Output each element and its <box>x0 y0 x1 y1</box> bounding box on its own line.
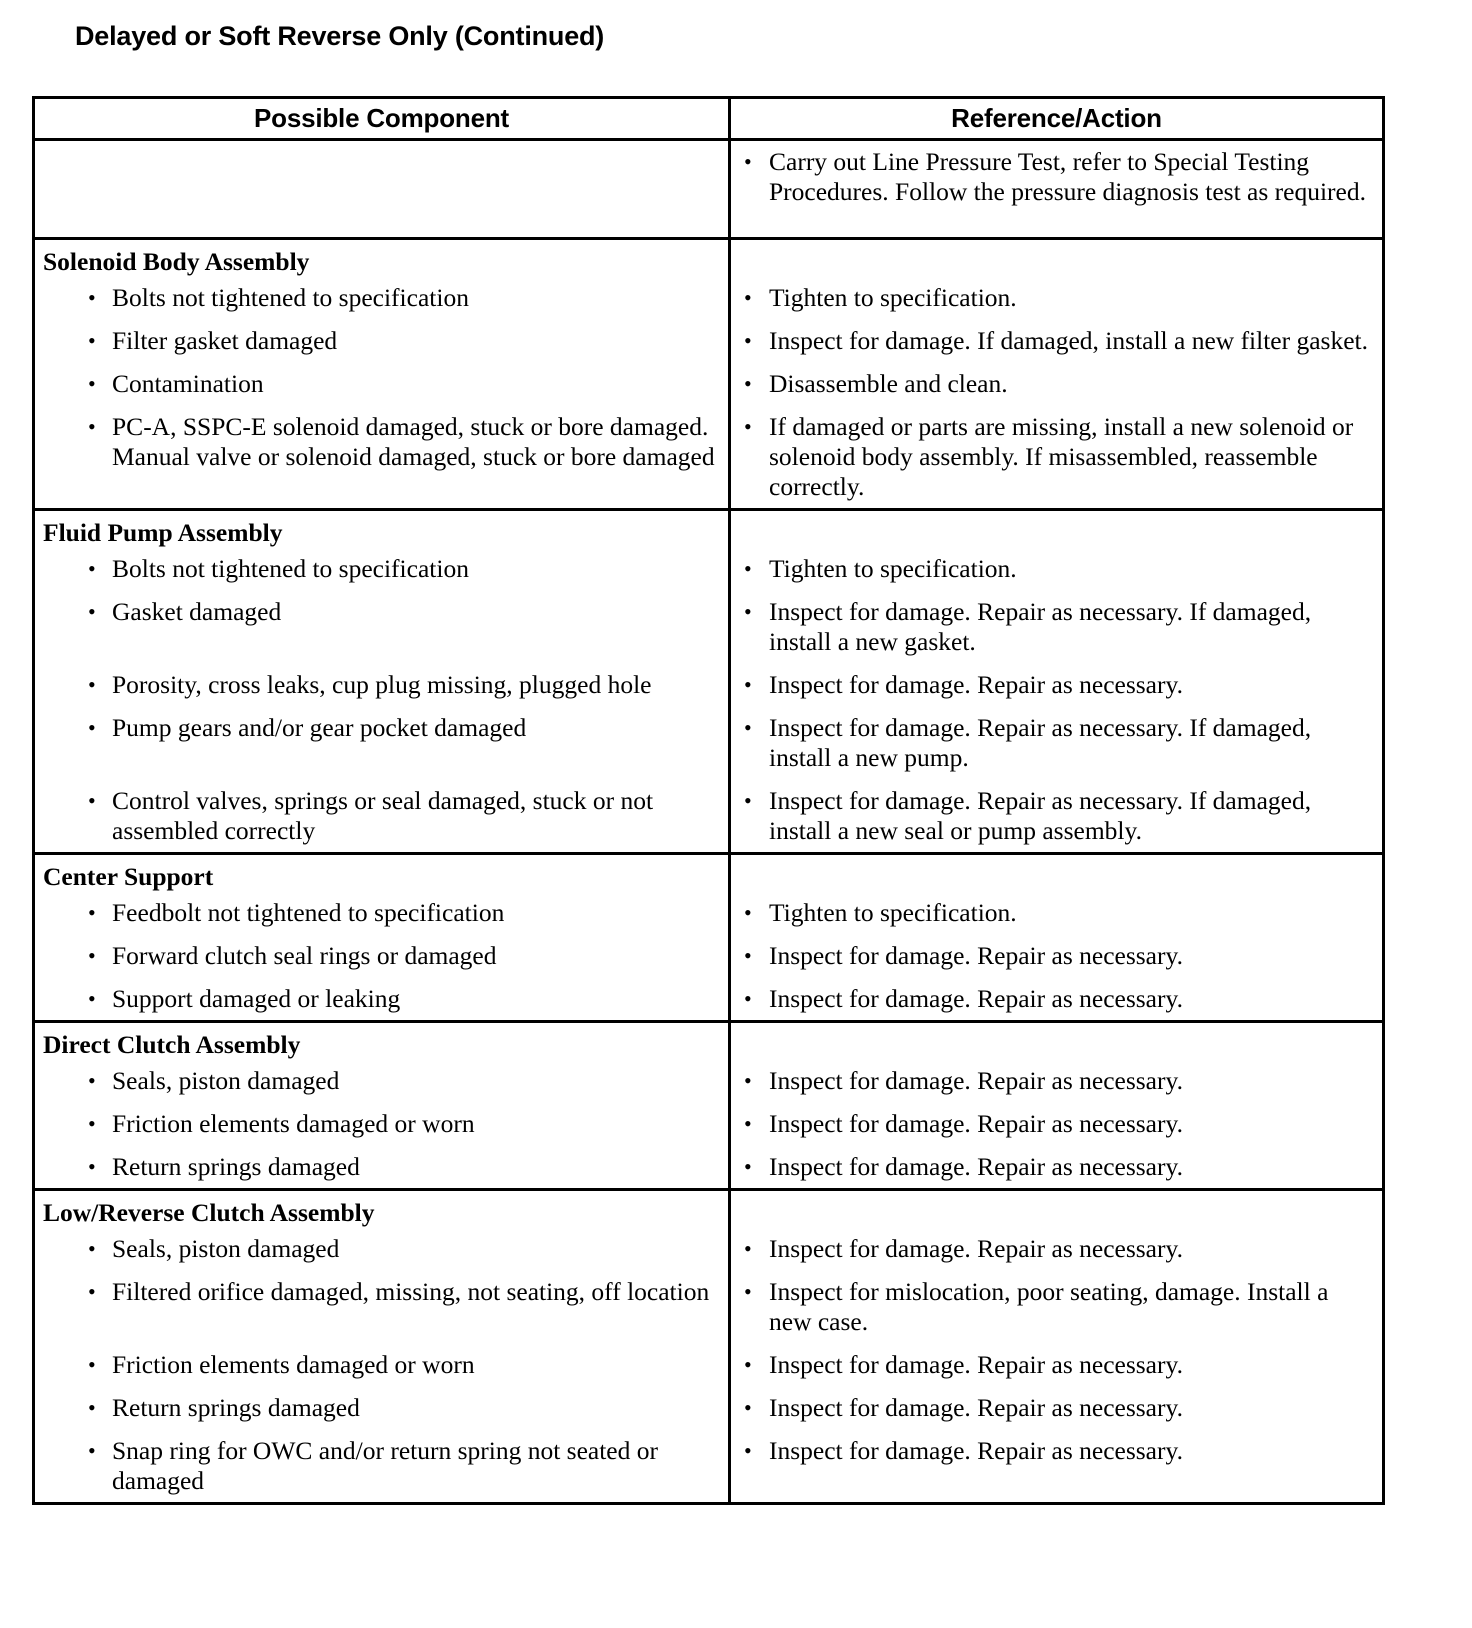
component-text: Forward clutch seal rings or damaged <box>112 941 497 970</box>
component-text: Control valves, springs or seal damaged, stuck or not assembled correctly <box>112 786 654 845</box>
action-cell <box>730 277 1384 320</box>
list-item <box>35 406 728 478</box>
table-row <box>34 1271 1384 1344</box>
list-item <box>35 277 728 320</box>
list-item <box>35 1271 728 1314</box>
list-item <box>731 780 1382 852</box>
component-cell <box>34 780 730 854</box>
action-text: Inspect for damage. Repair as necessary. If damaged, install a new pump. <box>769 713 1312 772</box>
list-item <box>731 1103 1382 1146</box>
action-cell <box>730 548 1384 591</box>
group-header-row <box>34 1022 1384 1061</box>
bullet-icon: • <box>88 986 96 1011</box>
table-row <box>34 591 1384 664</box>
list-item <box>35 1103 728 1146</box>
list-item <box>731 1060 1382 1103</box>
table-row <box>34 1103 1384 1146</box>
list-item <box>35 1344 728 1387</box>
column-header-action: Reference/Action <box>730 98 1384 140</box>
component-text: Return springs damaged <box>112 1152 360 1181</box>
action-cell <box>730 707 1384 780</box>
bullet-icon: • <box>88 715 96 740</box>
action-cell <box>730 978 1384 1022</box>
group-name-cell <box>34 239 730 278</box>
component-cell <box>34 277 730 320</box>
bullet-icon: • <box>744 1068 752 1093</box>
list-item <box>35 664 728 707</box>
group-action-spacer <box>730 239 1384 278</box>
list-item <box>731 1344 1382 1387</box>
table-header-row <box>34 98 1384 140</box>
group-name-cell <box>34 510 730 549</box>
action-cell <box>730 320 1384 363</box>
bullet-icon: • <box>88 1279 96 1304</box>
list-item <box>731 1387 1382 1430</box>
list-item <box>35 1387 728 1430</box>
component-cell <box>34 892 730 935</box>
component-text: Filter gasket damaged <box>112 326 338 355</box>
bullet-icon: • <box>744 986 752 1011</box>
bullet-icon: • <box>88 788 96 813</box>
component-cell <box>34 1430 730 1504</box>
component-text: Return springs damaged <box>112 1393 360 1422</box>
action-text: Tighten to specification. <box>769 898 1017 927</box>
list-item <box>731 320 1382 363</box>
table-row <box>34 664 1384 707</box>
list-item <box>35 892 728 935</box>
bullet-icon: • <box>744 900 752 925</box>
action-text: Inspect for damage. Repair as necessary. <box>769 1350 1183 1379</box>
action-text: If damaged or parts are missing, install a new solenoid or solenoid body assembly. If misassembled, reassemble correctly. <box>769 412 1354 501</box>
action-text: Inspect for damage. Repair as necessary. <box>769 1152 1183 1181</box>
group-name-cell <box>34 1022 730 1061</box>
bullet-icon: • <box>88 328 96 353</box>
bullet-icon: • <box>744 1279 752 1304</box>
action-text: Inspect for damage. Repair as necessary. <box>769 1393 1183 1422</box>
table-row <box>34 935 1384 978</box>
bullet-icon: • <box>744 715 752 740</box>
list-item <box>731 978 1382 1020</box>
component-cell <box>34 1344 730 1387</box>
action-text: Inspect for damage. Repair as necessary. <box>769 670 1183 699</box>
list-item <box>731 1228 1382 1271</box>
action-cell <box>730 591 1384 664</box>
component-text: Gasket damaged <box>112 597 282 626</box>
table-row <box>34 1387 1384 1430</box>
group-header-row <box>34 239 1384 278</box>
intro-action-cell <box>730 140 1384 239</box>
component-cell <box>34 1228 730 1271</box>
group-action-spacer <box>730 1022 1384 1061</box>
bullet-icon: • <box>744 1395 752 1420</box>
component-text: Seals, piston damaged <box>112 1234 340 1263</box>
list-item <box>35 1228 728 1271</box>
component-cell <box>34 707 730 780</box>
list-item <box>731 277 1382 320</box>
bullet-icon: • <box>744 414 752 439</box>
bullet-icon: • <box>744 556 752 581</box>
list-item <box>731 707 1382 780</box>
bullet-icon: • <box>88 1236 96 1261</box>
component-cell <box>34 591 730 664</box>
bullet-icon: • <box>88 672 96 697</box>
action-cell <box>730 1228 1384 1271</box>
table-row <box>34 892 1384 935</box>
list-item <box>35 780 728 852</box>
component-cell <box>34 363 730 406</box>
bullet-icon: • <box>88 1068 96 1093</box>
group-title: Solenoid Body Assembly <box>43 247 310 276</box>
action-text: Inspect for damage. Repair as necessary. <box>769 941 1183 970</box>
bullet-icon: • <box>88 371 96 396</box>
list-item <box>35 707 728 750</box>
action-cell <box>730 1146 1384 1190</box>
list-item <box>35 1146 728 1188</box>
action-cell <box>730 1387 1384 1430</box>
table-row <box>34 707 1384 780</box>
component-text: Contamination <box>112 369 264 398</box>
list-item <box>35 1060 728 1103</box>
component-cell <box>34 1271 730 1344</box>
action-cell <box>730 1271 1384 1344</box>
table-row-intro <box>34 140 1384 239</box>
table-row <box>34 406 1384 510</box>
action-cell <box>730 1103 1384 1146</box>
component-text: PC-A, SSPC-E solenoid damaged, stuck or bore damaged. Manual valve or solenoid damaged, stuck or bore damaged <box>112 412 715 471</box>
list-item <box>35 363 728 406</box>
column-header-component: Possible Component <box>34 98 730 140</box>
table-row <box>34 363 1384 406</box>
action-text: Carry out Line Pressure Test, refer to Special Testing Procedures. Follow the pressure diagnosis test as required. <box>769 147 1366 206</box>
bullet-icon: • <box>88 1154 96 1179</box>
list-item <box>731 1271 1382 1344</box>
component-text: Snap ring for OWC and/or return spring not seated or damaged <box>112 1436 658 1495</box>
bullet-icon: • <box>744 1352 752 1377</box>
bullet-icon: • <box>744 1111 752 1136</box>
component-text: Filtered orifice damaged, missing, not seating, off location <box>112 1277 710 1306</box>
action-text: Inspect for damage. Repair as necessary. <box>769 1066 1183 1095</box>
list-item <box>731 147 1382 207</box>
list-item <box>731 935 1382 978</box>
group-header-row <box>34 854 1384 893</box>
intro-component-cell <box>34 140 730 239</box>
action-cell <box>730 406 1384 510</box>
group-title: Direct Clutch Assembly <box>43 1030 301 1059</box>
action-text: Inspect for damage. Repair as necessary. If damaged, install a new seal or pump assembly. <box>769 786 1312 845</box>
bullet-icon: • <box>744 1236 752 1261</box>
action-cell <box>730 1344 1384 1387</box>
action-text: Inspect for damage. Repair as necessary. <box>769 1234 1183 1263</box>
component-text: Friction elements damaged or worn <box>112 1350 475 1379</box>
bullet-icon: • <box>744 672 752 697</box>
action-cell <box>730 892 1384 935</box>
list-item <box>731 406 1382 508</box>
component-text: Friction elements damaged or worn <box>112 1109 475 1138</box>
component-cell <box>34 548 730 591</box>
list-item <box>35 591 728 634</box>
component-text: Porosity, cross leaks, cup plug missing, plugged hole <box>112 670 652 699</box>
bullet-icon: • <box>88 285 96 310</box>
action-cell <box>730 935 1384 978</box>
bullet-icon: • <box>88 414 96 439</box>
list-item <box>35 1430 728 1502</box>
action-cell <box>730 1060 1384 1103</box>
list-item <box>731 1146 1382 1188</box>
action-text: Inspect for damage. Repair as necessary. <box>769 984 1183 1013</box>
group-name-cell <box>34 1190 730 1229</box>
bullet-icon: • <box>744 285 752 310</box>
bullet-icon: • <box>88 1352 96 1377</box>
bullet-icon: • <box>88 1395 96 1420</box>
group-action-spacer <box>730 1190 1384 1229</box>
list-item <box>35 548 728 591</box>
bullet-icon: • <box>744 943 752 968</box>
group-title: Fluid Pump Assembly <box>43 518 283 547</box>
component-cell <box>34 1146 730 1190</box>
action-text: Inspect for damage. If damaged, install a new filter gasket. <box>769 326 1369 355</box>
table-row <box>34 1430 1384 1504</box>
group-header-row <box>34 1190 1384 1229</box>
table-body <box>34 140 1384 1504</box>
bullet-icon: • <box>744 788 752 813</box>
list-item <box>35 978 728 1020</box>
list-item <box>731 363 1382 406</box>
group-action-spacer <box>730 510 1384 549</box>
table-row <box>34 1344 1384 1387</box>
bullet-icon: • <box>88 1111 96 1136</box>
action-cell <box>730 780 1384 854</box>
list-item <box>35 320 728 363</box>
action-cell <box>730 363 1384 406</box>
component-cell <box>34 978 730 1022</box>
action-text: Inspect for damage. Repair as necessary. <box>769 1109 1183 1138</box>
component-text: Support damaged or leaking <box>112 984 401 1013</box>
component-text: Bolts not tightened to specification <box>112 554 469 583</box>
list-item <box>731 591 1382 664</box>
table-row <box>34 1060 1384 1103</box>
list-item <box>731 892 1382 935</box>
group-action-spacer <box>730 854 1384 893</box>
diagnosis-table <box>32 96 1385 1505</box>
bullet-icon: • <box>744 599 752 624</box>
table-row <box>34 1228 1384 1271</box>
bullet-icon: • <box>88 1438 96 1463</box>
table-row <box>34 978 1384 1022</box>
table-row <box>34 548 1384 591</box>
bullet-icon: • <box>88 556 96 581</box>
bullet-icon: • <box>88 599 96 624</box>
component-cell <box>34 1060 730 1103</box>
bullet-icon: • <box>88 943 96 968</box>
action-text: Inspect for damage. Repair as necessary. <box>769 1436 1183 1465</box>
bullet-icon: • <box>744 371 752 396</box>
table-row <box>34 780 1384 854</box>
component-cell <box>34 1103 730 1146</box>
page-title: Delayed or Soft Reverse Only (Continued) <box>75 21 605 51</box>
component-text: Pump gears and/or gear pocket damaged <box>112 713 527 742</box>
component-text: Seals, piston damaged <box>112 1066 340 1095</box>
component-cell <box>34 406 730 510</box>
table-row <box>34 320 1384 363</box>
action-text: Disassemble and clean. <box>769 369 1008 398</box>
action-text: Tighten to specification. <box>769 283 1017 312</box>
bullet-icon: • <box>744 1154 752 1179</box>
group-title: Center Support <box>43 862 214 891</box>
group-name-cell <box>34 854 730 893</box>
action-cell <box>730 1430 1384 1504</box>
component-cell <box>34 1387 730 1430</box>
group-title: Low/Reverse Clutch Assembly <box>43 1198 375 1227</box>
group-header-row <box>34 510 1384 549</box>
bullet-icon: • <box>88 900 96 925</box>
component-text: Feedbolt not tightened to specification <box>112 898 505 927</box>
list-item <box>731 1430 1382 1472</box>
component-cell <box>34 935 730 978</box>
list-item <box>35 935 728 978</box>
bullet-icon: • <box>744 149 752 174</box>
list-item <box>731 664 1382 707</box>
action-text: Inspect for damage. Repair as necessary. If damaged, install a new gasket. <box>769 597 1312 656</box>
list-item <box>731 548 1382 591</box>
table-row <box>34 277 1384 320</box>
bullet-icon: • <box>744 328 752 353</box>
component-cell <box>34 320 730 363</box>
component-cell <box>34 664 730 707</box>
action-text: Inspect for mislocation, poor seating, damage. Install a new case. <box>769 1277 1329 1336</box>
action-text: Tighten to specification. <box>769 554 1017 583</box>
component-text: Bolts not tightened to specification <box>112 283 469 312</box>
action-cell <box>730 664 1384 707</box>
table-row <box>34 1146 1384 1190</box>
bullet-icon: • <box>744 1438 752 1463</box>
